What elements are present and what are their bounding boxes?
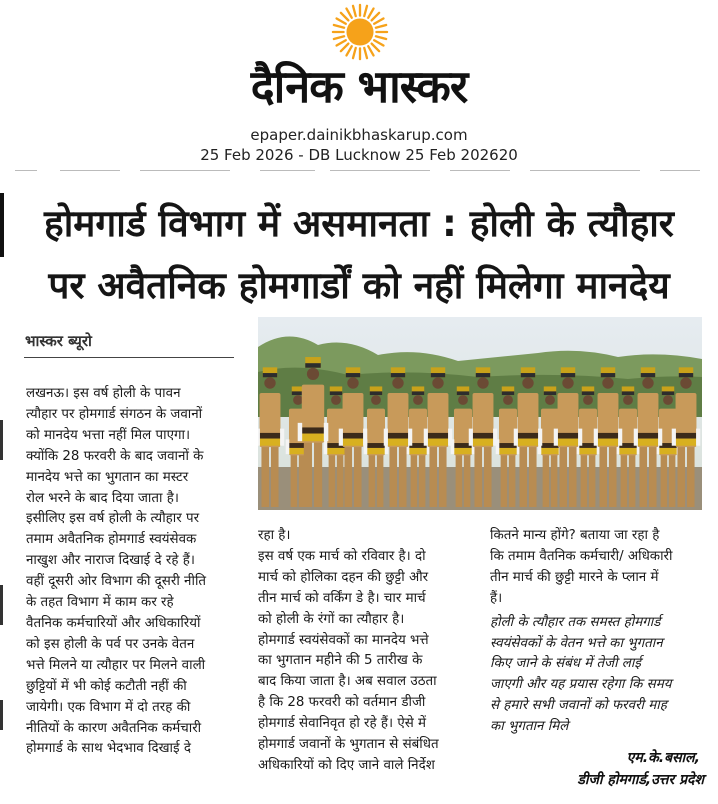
article-line: त्यौहार पर होमगार्ड संगठन के जवानों bbox=[26, 406, 203, 422]
article-line: भत्ते मिलने या त्यौहार पर मिलने वाली bbox=[26, 657, 206, 673]
article-line: क्योंकि 28 फरवरी के बाद जवानों के bbox=[26, 448, 204, 464]
quote-line: का भुगतान मिले bbox=[490, 719, 569, 735]
article-line: कितने मान्य होंगे? बताया जा रहा है bbox=[490, 528, 660, 543]
article-line: का भुगतान महीने की 5 तारीख के bbox=[258, 653, 423, 669]
quote-line: जाएगी और यह प्रयास रहेगा कि समय bbox=[490, 677, 672, 693]
signature-title: डीजी होमगार्ड,उत्तर प्रदेश bbox=[577, 772, 704, 788]
article-line: रहा है। bbox=[258, 528, 291, 543]
edition-line: 25 Feb 2026 - DB Lucknow 25 Feb 202620 bbox=[200, 146, 518, 164]
headline-line-1: होमगार्ड विभाग में असमानता : होली के त्यौहार bbox=[44, 202, 674, 245]
article-line: मानदेय भत्ते का भुगतान का मस्टर bbox=[26, 469, 189, 485]
article-line: को मानदेय भत्ता नहीं मिल पाएगा। bbox=[26, 427, 191, 443]
article-line: इस वर्ष एक मार्च को रविवार है। दो bbox=[258, 548, 426, 564]
homeguard-parade-photo bbox=[258, 317, 702, 510]
article-line: होमगार्ड के साथ भेदभाव दिखाई दे bbox=[26, 741, 191, 757]
left-edge-mark bbox=[0, 585, 3, 625]
article-line: वहीं दूसरी ओर विभाग की दूसरी नीति bbox=[26, 574, 207, 590]
article-line: वैतनिक कर्मचारियों और अधिकारियों bbox=[26, 615, 201, 631]
article-line: मार्च को होलिका दहन की छुट्टी और bbox=[258, 569, 429, 585]
article-column-1 bbox=[26, 384, 236, 760]
scan-artifact-line bbox=[0, 167, 718, 175]
quote-line: से हमारे सभी जवानों को फरवरी माह bbox=[490, 698, 667, 714]
article-line: लखनऊ। इस वर्ष होली के पावन bbox=[26, 386, 181, 401]
epaper-site: epaper.dainikbhaskarup.com bbox=[250, 126, 468, 144]
article-line: जायेगी। एक विभाग में दो तरह की bbox=[26, 699, 191, 715]
article-line: कि तमाम वैतनिक कर्मचारी/ अधिकारी bbox=[490, 548, 673, 564]
byline: भास्कर ब्यूरो bbox=[25, 332, 92, 350]
article-line: इसीलिए इस वर्ष होली के त्यौहार पर bbox=[26, 511, 200, 527]
article-line: होमगार्ड सेवानिवृत हो रहे हैं। ऐसे में bbox=[258, 716, 427, 732]
article-line: नाखुश और नाराज दिखाई दे रहे हैं। bbox=[26, 553, 195, 569]
article-line: होमगार्ड स्वयंसेवकों का मानदेय भत्ते bbox=[258, 632, 429, 648]
left-edge-mark bbox=[0, 700, 3, 730]
quote-line: स्वयंसेवकों के वेतन भत्ते का भुगतान bbox=[490, 635, 663, 651]
quote-line: किए जाने के संबंध में तेजी लाई bbox=[490, 656, 641, 672]
quote-line: होली के त्यौहार तक समस्त होमगार्ड bbox=[490, 614, 661, 630]
sun-logo bbox=[331, 3, 389, 61]
article-line: के तहत विभाग में काम कर रहे bbox=[26, 595, 174, 611]
article-line: बाद किया जाता है। अब सवाल उठता bbox=[258, 674, 437, 690]
left-edge-mark bbox=[0, 420, 3, 460]
article-line: छुट्टियों में भी कोई कटौती नहीं की bbox=[26, 678, 187, 694]
byline-rule bbox=[24, 357, 234, 358]
article-line: होमगार्ड जवानों के भुगतान से संबंधित bbox=[258, 737, 439, 753]
article-line: तमाम अवैतनिक होमगार्ड स्वयंसेवक bbox=[26, 532, 197, 548]
article-column-3 bbox=[490, 526, 702, 738]
article-column-2 bbox=[258, 526, 470, 777]
signature-name: एम.के.बसाल, bbox=[626, 750, 700, 766]
article-line: को इस होली के पर्व पर उनके वेतन bbox=[26, 636, 195, 652]
article-line: तीन मार्च को वर्किंग डे है। चार मार्च bbox=[258, 590, 426, 606]
article-line: हैं। bbox=[490, 590, 503, 606]
article-line: है कि 28 फरवरी को वर्तमान डीजी bbox=[258, 695, 426, 711]
article-line: नीतियों के कारण अवैतनिक कर्मचारी bbox=[26, 720, 202, 736]
masthead-title: दैनिक भास्कर bbox=[250, 60, 468, 113]
article-line: को होली के रंगों का त्यौहार है। bbox=[258, 611, 405, 627]
article-line: रोल भरने के बाद दिया जाता है। bbox=[26, 490, 179, 506]
headline-line-2: पर अवैतनिक होमगार्डों को नहीं मिलेगा मानदेय bbox=[48, 264, 670, 307]
article-line: अधिकारियों को दिए जाने वाले निर्देश bbox=[258, 757, 435, 773]
article-line: तीन मार्च की छुट्टी मारने के प्लान में bbox=[490, 569, 659, 585]
